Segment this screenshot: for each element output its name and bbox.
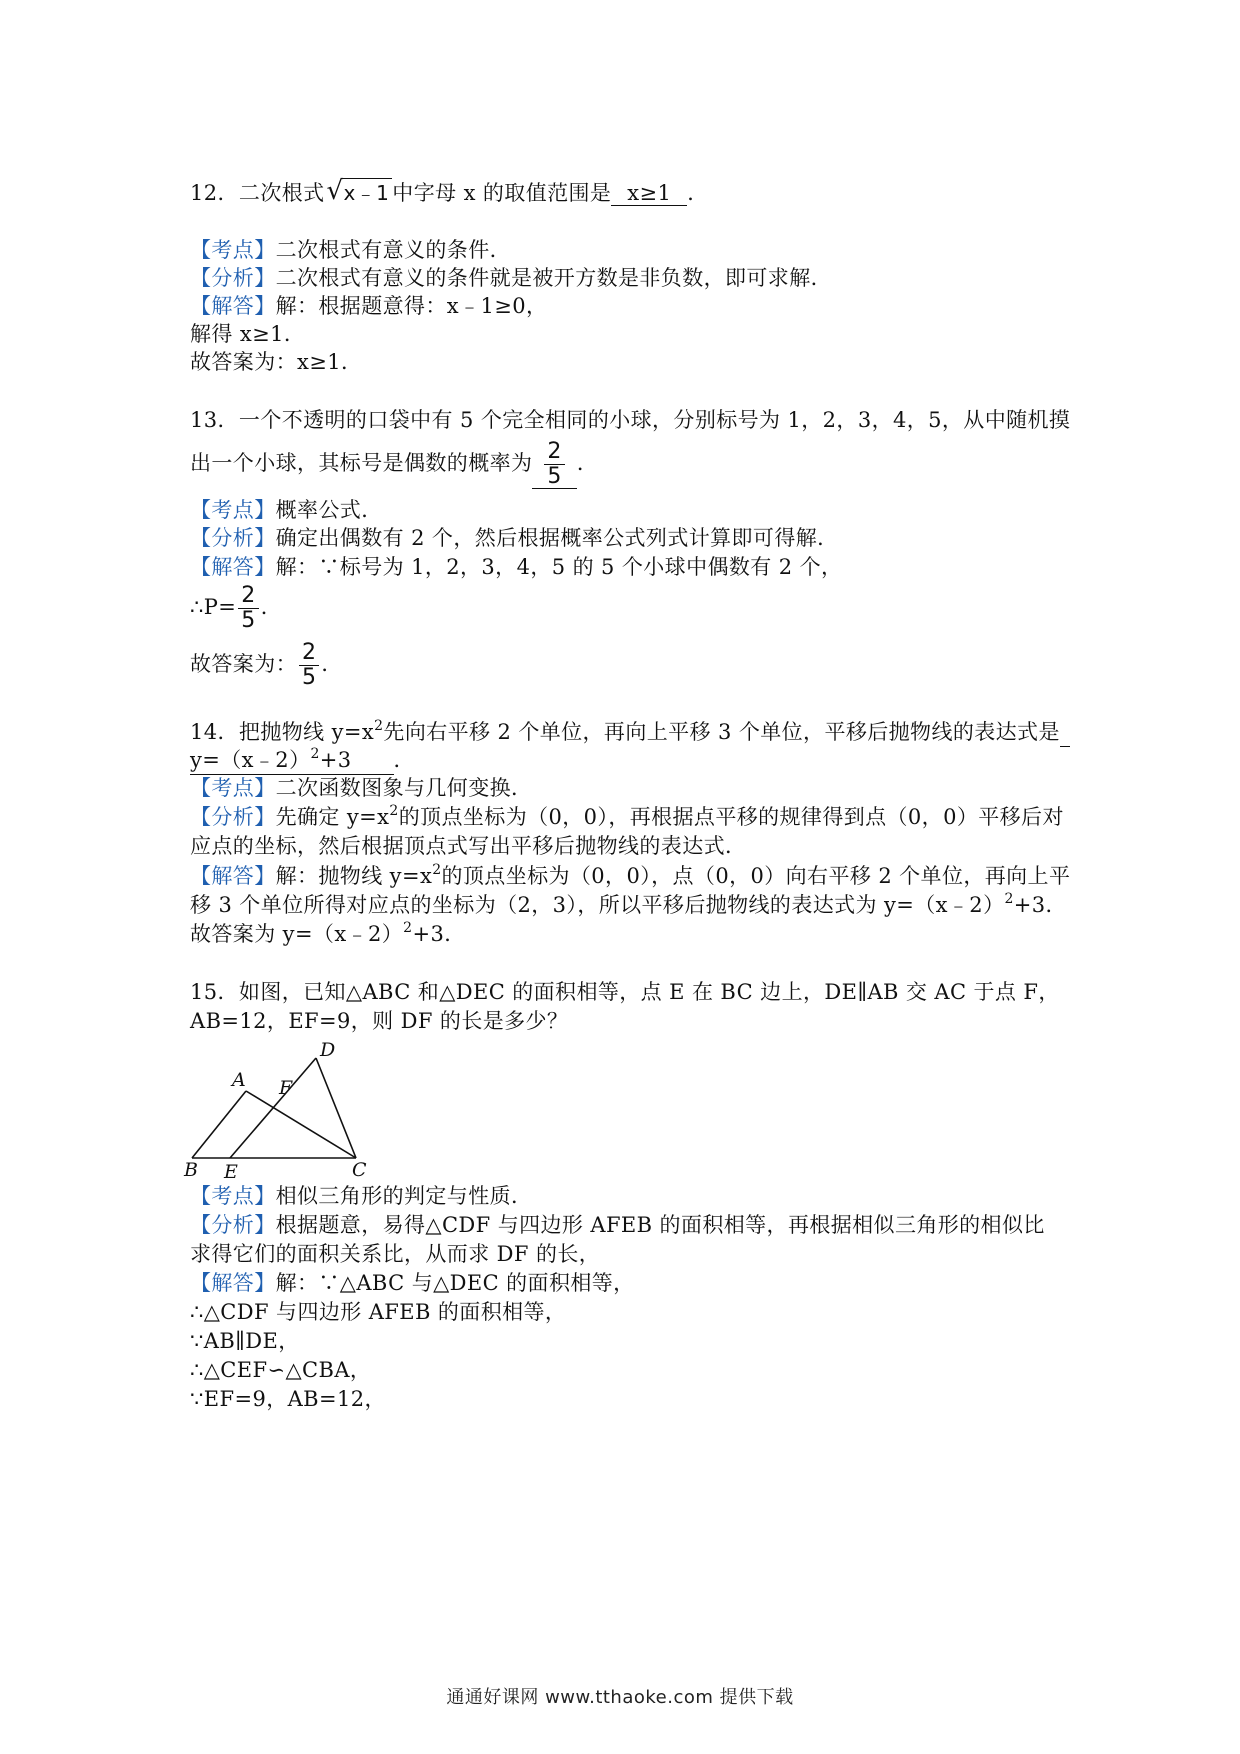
q13-stem2 bbox=[190, 441, 598, 489]
kaodian-text: 二次根式有意义的条件． bbox=[275, 238, 512, 262]
q13-answer-blank bbox=[532, 441, 576, 489]
label-a: A bbox=[232, 1069, 246, 1091]
q14-answer-blank bbox=[190, 746, 394, 775]
q14-jieda1 bbox=[190, 862, 1070, 890]
fenxi-tag: 【分析】 bbox=[190, 1213, 276, 1237]
answer-prefix: 故答案为： bbox=[190, 652, 297, 676]
jieda2-b: +3． bbox=[1013, 893, 1067, 917]
q13-p-line bbox=[190, 585, 282, 632]
jieda-text: 解：根据题意得：x﹣1≥0， bbox=[275, 294, 548, 318]
page-footer: 通通好课网 www.tthaoke.com 提供下载 bbox=[446, 1687, 794, 1708]
fenxi-text: 确定出偶数有 2 个，然后根据概率公式列式计算即可得解． bbox=[275, 526, 839, 550]
superscript: 2 bbox=[432, 862, 442, 878]
q12-fenxi bbox=[190, 264, 832, 292]
denominator: 5 bbox=[241, 608, 256, 633]
q12-kaodian bbox=[190, 236, 511, 264]
q12-line3: 故答案为：x≥1． bbox=[190, 350, 363, 374]
fenxi-text-a: 先确定 y=x bbox=[275, 805, 390, 829]
q12-line2: 解得 x≥1． bbox=[190, 322, 306, 346]
q13-stem2-text: 出一个小球，其标号是偶数的概率为 bbox=[190, 451, 533, 475]
q15-fenxi1 bbox=[190, 1211, 1045, 1239]
answer-a: y=（x﹣2） bbox=[190, 748, 311, 772]
fenxi-tag: 【分析】 bbox=[190, 526, 276, 550]
kaodian-text: 二次函数图象与几何变换． bbox=[275, 776, 533, 800]
line3-b: +3． bbox=[412, 922, 466, 946]
q15-step2: ∵AB∥DE， bbox=[190, 1329, 300, 1353]
kaodian-tag: 【考点】 bbox=[190, 238, 276, 262]
jieda2-a: 移 3 个单位所得对应点的坐标为（2，3），所以平移后抛物线的表达式为 y=（x﹣2） bbox=[190, 893, 1005, 917]
superscript: 2 bbox=[389, 803, 399, 819]
q14-jieda2 bbox=[190, 891, 1067, 919]
label-d: D bbox=[320, 1039, 336, 1061]
answer-end: ． bbox=[321, 652, 343, 676]
q14-stem1b: 先向右平移 2 个单位，再向上平移 3 个单位，平移后抛物线的表达式是 bbox=[383, 720, 1060, 744]
label-c: C bbox=[352, 1159, 367, 1181]
q15-fenxi2: 求得它们的面积关系比，从而求 DF 的长， bbox=[190, 1242, 601, 1266]
jieda-tag: 【解答】 bbox=[190, 1271, 276, 1295]
kaodian-tag: 【考点】 bbox=[190, 498, 276, 522]
fenxi-text-b: 的顶点坐标为（0，0），再根据点平移的规律得到点（0，0）平移后对 bbox=[398, 805, 1064, 829]
q12-prefix: 12．二次根式 bbox=[190, 181, 325, 205]
q13-stem1: 13．一个不透明的口袋中有 5 个完全相同的小球，分别标号为 1，2，3，4，5，从中随机摸 bbox=[190, 408, 1071, 432]
line3-a: 故答案为 y=（x﹣2） bbox=[190, 922, 404, 946]
fraction bbox=[299, 642, 319, 689]
q12-answer-blank: x≥1 bbox=[611, 181, 687, 206]
radical-sign-icon: √ bbox=[326, 176, 344, 206]
q12-middle: 中字母 x 的取值范围是 bbox=[392, 181, 612, 205]
p-prefix: ∴P= bbox=[190, 595, 237, 619]
answer-b: +3 bbox=[319, 748, 352, 772]
q15-stem2: AB=12，EF=9，则 DF 的长是多少？ bbox=[190, 1009, 569, 1033]
kaodian-tag: 【考点】 bbox=[190, 1184, 276, 1208]
q12-stem bbox=[190, 178, 709, 207]
q14-fenxi2: 应点的坐标，然后根据顶点式写出平移后抛物线的表达式． bbox=[190, 834, 747, 858]
segment-dc bbox=[316, 1058, 356, 1158]
q15-step1: ∴△CDF 与四边形 AFEB 的面积相等， bbox=[190, 1300, 567, 1324]
q13-fenxi bbox=[190, 524, 839, 552]
jieda-text: 解：∵标号为 1，2，3，4，5 的 5 个小球中偶数有 2 个， bbox=[275, 555, 843, 579]
jieda-text-b: 的顶点坐标为（0，0），点（0，0）向右平移 2 个单位，再向上平 bbox=[441, 864, 1071, 888]
fraction bbox=[544, 441, 564, 488]
answer-blank-start bbox=[1060, 718, 1070, 747]
label-b: B bbox=[184, 1159, 198, 1181]
q13-kaodian bbox=[190, 496, 383, 524]
q15-kaodian bbox=[190, 1182, 532, 1210]
q15-jieda bbox=[190, 1269, 635, 1297]
denominator: 5 bbox=[302, 665, 317, 690]
fenxi-tag: 【分析】 bbox=[190, 266, 276, 290]
kaodian-text: 相似三角形的判定与性质． bbox=[275, 1184, 533, 1208]
fraction bbox=[238, 585, 258, 632]
jieda-tag: 【解答】 bbox=[190, 864, 276, 888]
superscript: 2 bbox=[403, 920, 413, 936]
q15-stem1: 15．如图，已知△ABC 和△DEC 的面积相等，点 E 在 BC 边上，DE∥AB 交 AC 于点 F， bbox=[190, 980, 1060, 1004]
q14-stem1a: 14．把抛物线 y=x bbox=[190, 720, 375, 744]
q14-stem1 bbox=[190, 718, 1070, 747]
q14-end: ． bbox=[393, 748, 415, 772]
q15-step4: ∵EF=9，AB=12， bbox=[190, 1387, 386, 1411]
q15-step3: ∴△CEF∽△CBA， bbox=[190, 1358, 372, 1382]
label-e: E bbox=[224, 1161, 238, 1183]
denominator: 5 bbox=[547, 464, 562, 489]
superscript: 2 bbox=[1004, 891, 1014, 907]
numerator: 2 bbox=[544, 441, 564, 465]
radicand: x﹣1 bbox=[341, 178, 393, 207]
q13-jieda bbox=[190, 553, 842, 581]
sqrt-expression bbox=[327, 178, 393, 207]
q13-end: ． bbox=[576, 451, 599, 475]
label-f: F bbox=[279, 1077, 293, 1099]
jieda-text: 解：∵△ABC 与△DEC 的面积相等， bbox=[275, 1271, 635, 1295]
numerator: 2 bbox=[299, 642, 319, 666]
q12-end: ． bbox=[687, 181, 709, 205]
fenxi-text: 根据题意，易得△CDF 与四边形 AFEB 的面积相等，再根据相似三角形的相似比 bbox=[275, 1213, 1045, 1237]
q12-jieda bbox=[190, 292, 547, 320]
q14-fenxi1 bbox=[190, 803, 1064, 831]
q13-answer-line bbox=[190, 642, 343, 689]
p-end: ． bbox=[260, 595, 283, 619]
numerator: 2 bbox=[238, 585, 258, 609]
kaodian-tag: 【考点】 bbox=[190, 776, 276, 800]
triangle-figure bbox=[184, 1039, 367, 1183]
q14-answer bbox=[190, 746, 415, 775]
jieda-tag: 【解答】 bbox=[190, 294, 276, 318]
jieda-tag: 【解答】 bbox=[190, 555, 276, 579]
superscript: 2 bbox=[310, 746, 320, 762]
segment-ac bbox=[246, 1091, 356, 1158]
jieda-text-a: 解：抛物线 y=x bbox=[275, 864, 433, 888]
q14-kaodian bbox=[190, 774, 532, 802]
kaodian-text: 概率公式． bbox=[275, 498, 383, 522]
fenxi-text: 二次根式有意义的条件就是被开方数是非负数，即可求解． bbox=[275, 266, 833, 290]
fenxi-tag: 【分析】 bbox=[190, 805, 276, 829]
q14-line3 bbox=[190, 920, 466, 948]
superscript: 2 bbox=[374, 718, 384, 734]
